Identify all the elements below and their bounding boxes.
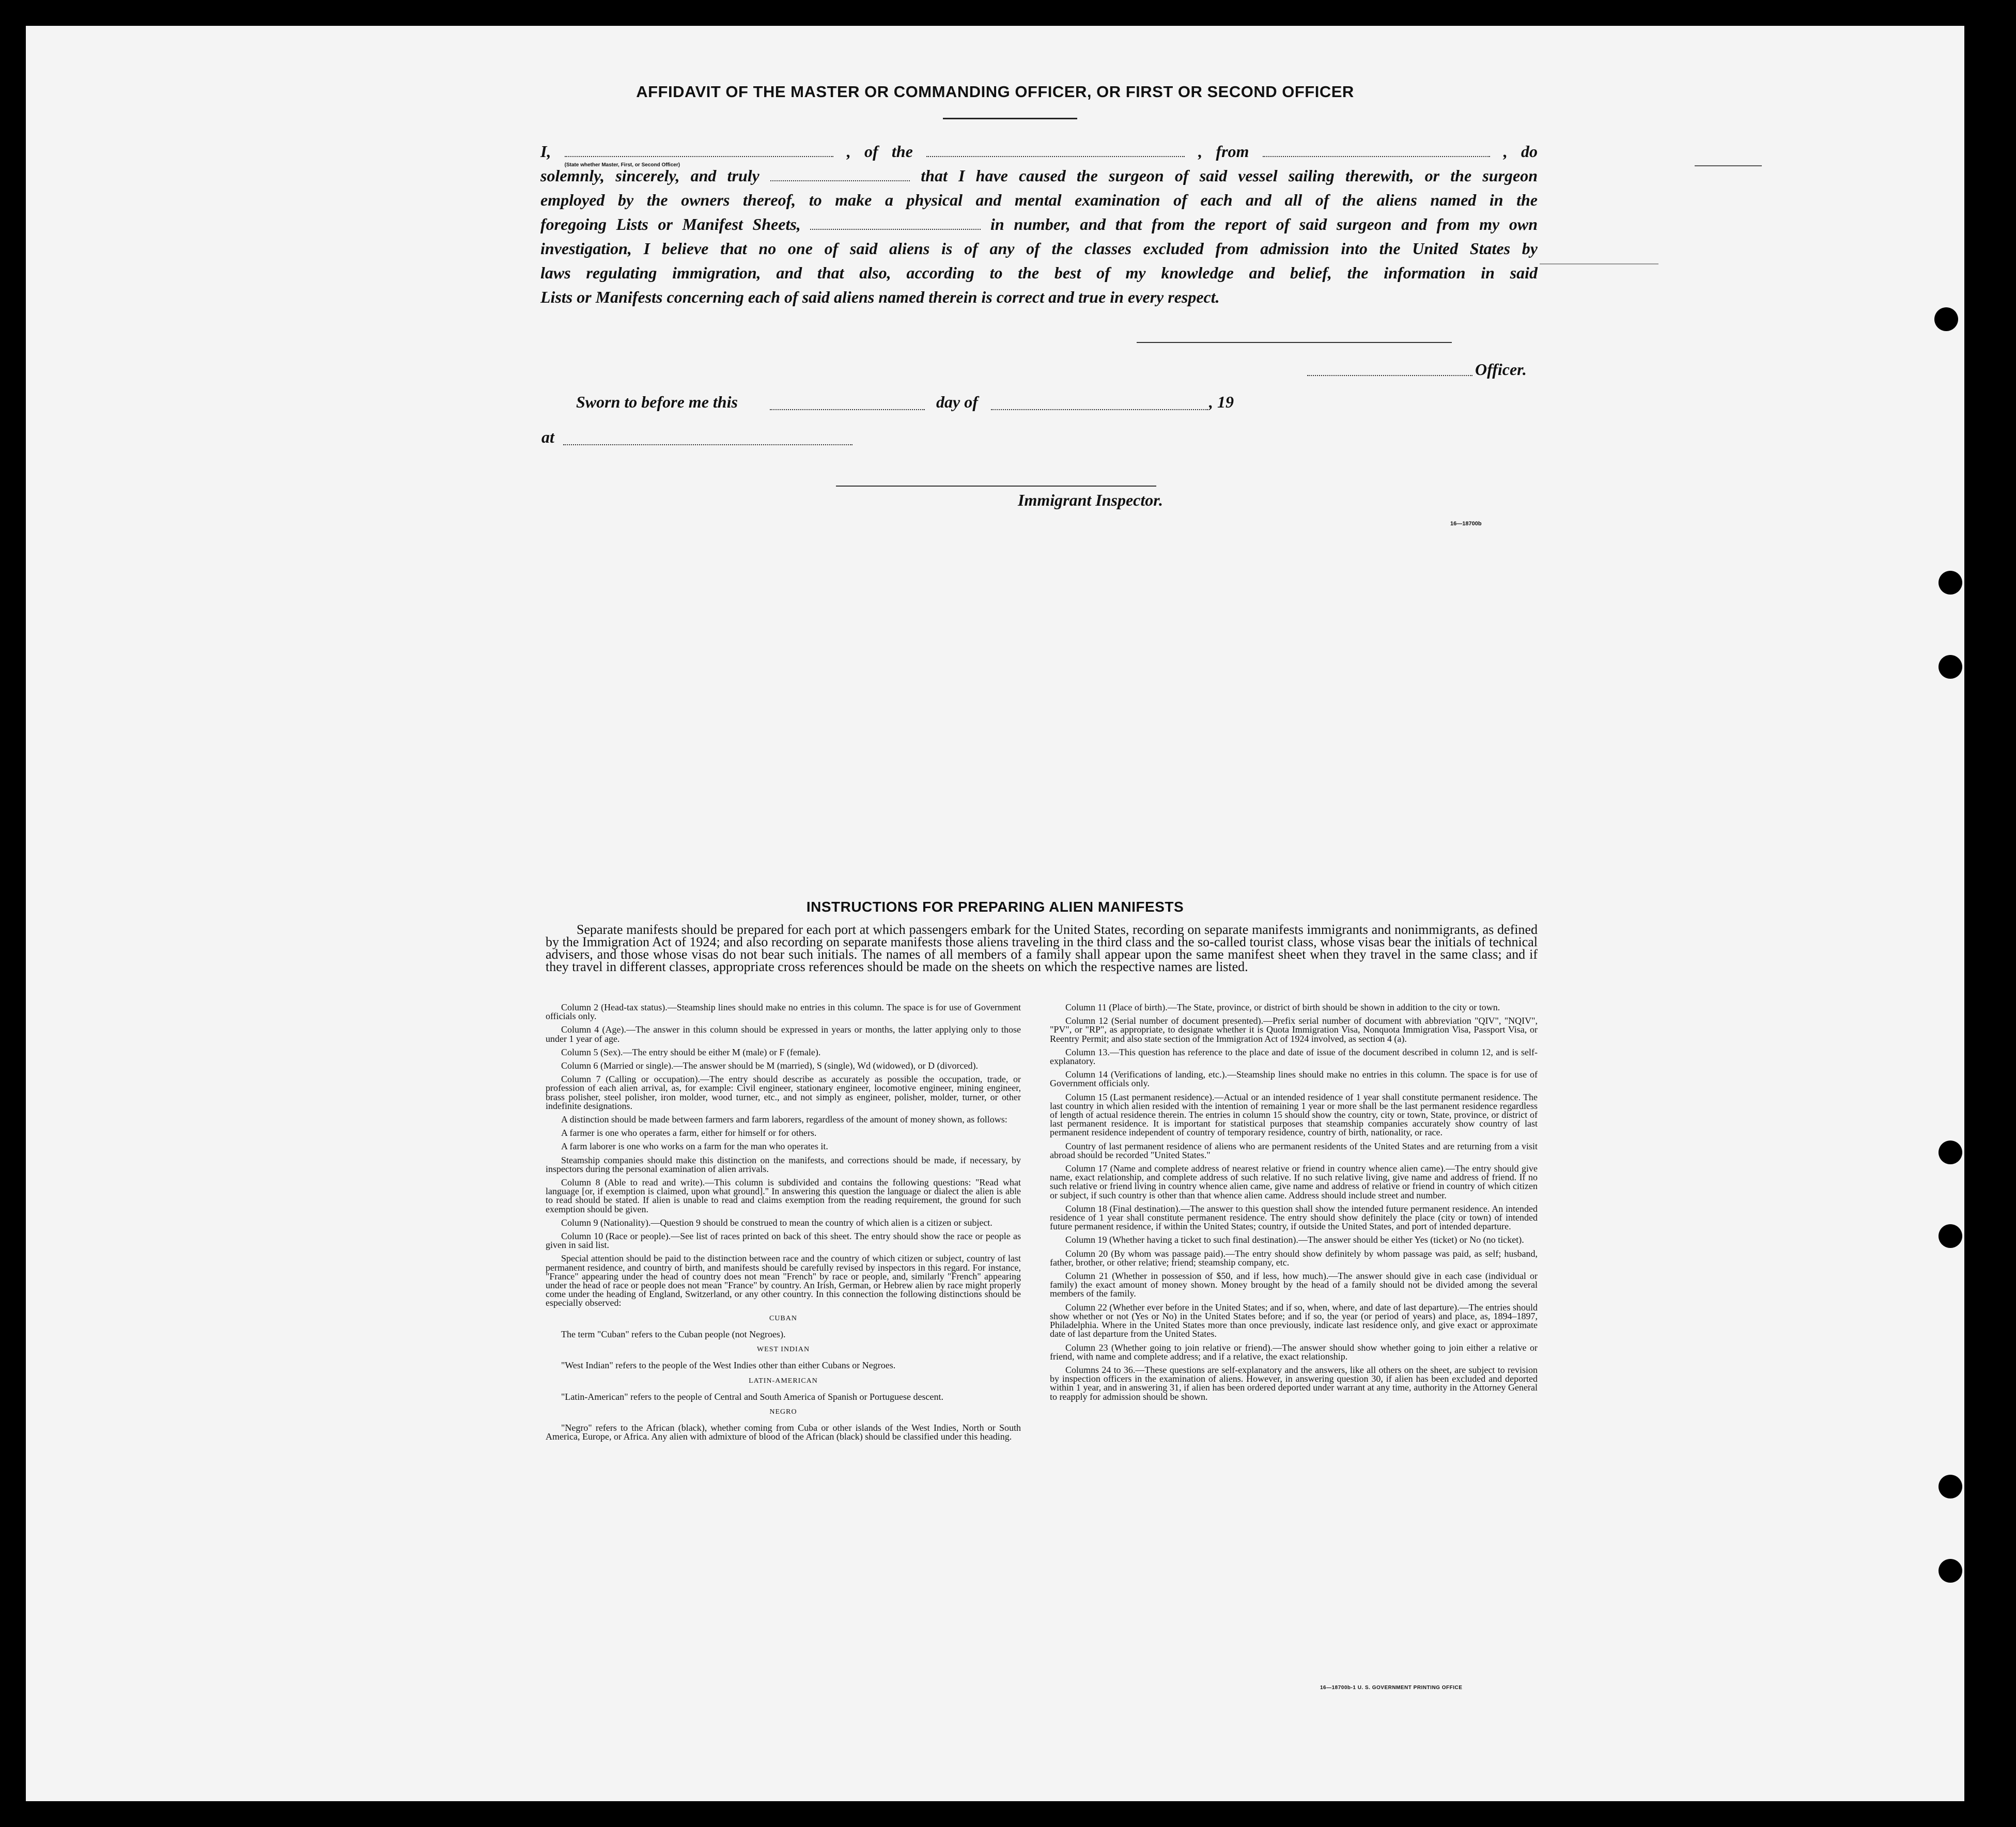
officer-title-field[interactable] <box>1307 362 1472 376</box>
punch-hole <box>1934 307 1958 331</box>
instruction-paragraph: "West Indian" refers to the people of the West Indies other than either Cubans or Negroes. <box>561 1360 896 1371</box>
instruction-paragraph: Column 8 (Able to read and write).—This column is subdivided and contains the following questions: "Read what language [or, if exemption is claimed, upon what ground]." In answering this question the language or dialect the alien is able to read should be stated. If alien is unable to read and claims exemption from the reading requirement, the ground for such exemption should be given. <box>546 1177 1021 1214</box>
sworn-place-field[interactable] <box>563 431 852 445</box>
instruction-paragraph: Columns 24 to 36.—These questions are self-explanatory and the answers, like all others on the sheet, are subject to revision by inspection officers in the examination of aliens. However, in answering question 30, if alien has been excluded and deported within 1 year, and in answering 31, if alien has been ordered deported under warrant at any time, authority in the Attorney General to reapply for admission should be shown. <box>1050 1364 1538 1402</box>
instruction-paragraph: Column 5 (Sex).—The entry should be either M (male) or F (female). <box>561 1047 821 1057</box>
stray-mark <box>1540 263 1658 264</box>
instructions-intro: Separate manifests should be prepared for each port at which passengers embark for the United States, recording on separate manifests immigrants and nonimmigrants, as defined by the Immigration Act of 1924; and also recording on separate manifests those aliens traveling in the third class and the so-called tourist class, whose visas bear the initials of technical advisers, and those whose visas do not bear such initials. The names of all members of a family shall appear upon the same manifest sheet when they travel in the same class; and if they travel in different classes, appropriate cross references should be made on the sheets on which the respective names are listed. <box>546 922 1538 974</box>
instruction-paragraph: Column 19 (Whether having a ticket to such final destination).—The answer should be either Yes (ticket) or No (no ticket). <box>1065 1235 1524 1245</box>
form-number: 16—18700b <box>1450 521 1482 527</box>
affidavit-text: in number, and that from the report of said surgeon and from my own <box>990 215 1538 233</box>
instruction-paragraph: Special attention should be paid to the distinction between race and the country of which citizen or subject, country of last permanent residence, and country of birth, and manifests should be carefully revised by inspectors in this regard. For instance, "France" appearing under the head of country does not mean "French" by race or people, and, similarly "French" appearing under the head of race or people does not mean "France" by country. An Irish, German, or Hebrew alien by race might properly come under the heading of England, Switzerland, or any other country. In this connection the following distinctions should be especially observed: <box>546 1253 1021 1308</box>
stray-mark <box>1695 165 1762 166</box>
officer-rank-field[interactable] <box>564 143 833 168</box>
instructions-right-column <box>1050 1003 1538 1406</box>
affidavit-line-3: employed by the owners thereof, to make a physical and mental examination of each and all of the aliens named in the <box>540 191 1538 209</box>
form-page <box>26 26 1964 1801</box>
vessel-name-field[interactable] <box>926 143 1185 157</box>
affidavit-text: solemnly, sincerely, and truly <box>540 166 759 185</box>
instruction-paragraph: Column 23 (Whether going to join relative or friend).—The answer should show whether going to join either a relative or friend, with name and complete address; and if a relative, the exact relationship. <box>1050 1342 1538 1362</box>
oath-type-field[interactable] <box>770 167 910 181</box>
punch-hole <box>1939 1475 1962 1498</box>
instruction-paragraph: A farm laborer is one who works on a farm for the man who operates it. <box>561 1141 828 1152</box>
affidavit-text: I, <box>540 142 551 161</box>
caption-west-indian: WEST INDIAN <box>756 1346 810 1354</box>
affidavit-line-6: laws regulating immigration, and that also, according to the best of my knowledge and belief, the information in said <box>540 263 1538 282</box>
instruction-paragraph: Column 14 (Verifications of landing, etc.).—Steamship lines should make no entries in this column. The space is for use of Government officials only. <box>1050 1069 1538 1089</box>
port-from-field[interactable] <box>1263 143 1490 157</box>
instruction-paragraph: Column 12 (Serial number of document presented).—Prefix serial number of document with abbreviation "QIV", "NQIV", "PV", or "RP", as appropriate, to designate whether it is Quota Immigration Visa, Nonquota Immigration Visa, Passport Visa, or Reentry Permit; and also state section of the Immigration Act of 1924 involved, as section 4 (a). <box>1050 1016 1538 1044</box>
instruction-paragraph: Column 4 (Age).—The answer in this column should be expressed in years or months, the latter applying only to those under 1 year of age. <box>546 1024 1021 1044</box>
sworn-year-label: , 19 <box>1209 393 1234 411</box>
instruction-paragraph: Column 7 (Calling or occupation).—The entry should describe as accurately as possible the occupation, trade, or profession of each alien arrival, as, for example: Civil engineer, stationary engineer, locomotive engineer, mining engineer, brass polisher, steel polisher, iron molder, wood turner, etc., and not simply as engineer, polisher, molder, turner, or other indefinite designations. <box>546 1074 1021 1111</box>
instruction-paragraph: Column 6 (Married or single).—The answer should be M (married), S (single), Wd (widowed), or D (divorced). <box>561 1060 978 1071</box>
instruction-paragraph: The term "Cuban" refers to the Cuban people (not Negroes). <box>561 1329 786 1339</box>
punch-hole <box>1939 571 1962 595</box>
affidavit-line-1 <box>540 139 1538 168</box>
instruction-paragraph: Column 17 (Name and complete address of nearest relative or friend in country whence alien came).—The entry should give name, exact relationship, and complete address of such relative. If no such relative living, give name and address of friend. If no such relative or friend living in country whence alien came, give name and address of relative or friend in country of which citizen or subject, if such country is other than that whence alien came. Address should include street and number. <box>1050 1163 1538 1200</box>
officer-rank-note: (State whether Master, First, or Second Officer) <box>564 162 680 168</box>
officer-label: Officer. <box>1475 360 1527 379</box>
affidavit-text: foregoing Lists or Manifest Sheets, <box>540 215 801 233</box>
instruction-paragraph: Column 18 (Final destination).—The answer to this question shall show the intended future permanent residence. An intended residence of 1 year shall constitute permanent residence. The entry should show definitely the place (city or town) of intended future permanent residence, if within the United States; country, if outside the United States, and port of intended departure. <box>1050 1203 1538 1232</box>
instruction-paragraph: Column 22 (Whether ever before in the United States; and if so, when, where, and date of last departure).—The entries should show whether or not (Yes or No) in the United States before; and if so, the year (or period of years) and place, as, 1894–1897, Philadelphia. Where in the United States more than once previously, indicate last residence only, and give exact or approximate date of last departure from the United States. <box>1050 1302 1538 1339</box>
affidavit-text: , from <box>1198 142 1249 161</box>
instructions-left-column <box>546 1003 1021 1446</box>
affidavit-line-2 <box>540 164 1538 188</box>
instruction-paragraph: Column 15 (Last permanent residence).—Actual or an intended residence of 1 year shall constitute permanent residence. The last country in which alien resided with the intention of remaining 1 year or more shall be the last permanent residence regardless of length of actual residence therein. The entries in column 15 should show the country, city or town, State, province, or district of last permanent residence. It is important for statistical purposes that steamship companies accurately show country of last permanent residence independent of country of temporary residence, country of birth, nationality, or race. <box>1050 1091 1538 1138</box>
affidavit-text: , do <box>1503 142 1538 161</box>
punch-hole <box>1939 1224 1962 1248</box>
instruction-paragraph: A farmer is one who operates a farm, either for himself or for others. <box>561 1128 817 1138</box>
instruction-paragraph: "Latin-American" refers to the people of Central and South America of Spanish or Portuguese descent. <box>561 1391 943 1402</box>
instruction-paragraph: Column 9 (Nationality).—Question 9 should be construed to mean the country of which alien is a citizen or subject. <box>561 1217 993 1228</box>
instruction-paragraph: Steamship companies should make this distinction on the manifests, and corrections should be made, if necessary, by inspectors during the personal examination of alien arrivals. <box>546 1154 1021 1174</box>
at-label: at <box>541 428 554 446</box>
sworn-label: Sworn to before me this <box>576 393 738 411</box>
instructions-title: INSTRUCTIONS FOR PREPARING ALIEN MANIFESTS <box>806 899 1184 915</box>
printer-footer: 16—18700b-1 U. S. GOVERNMENT PRINTING OFFICE <box>1320 1685 1463 1691</box>
sheet-count-field[interactable] <box>810 215 981 230</box>
instruction-paragraph: Column 11 (Place of birth).—The State, province, or district of birth should be shown in addition to the city or town. <box>1065 1002 1500 1012</box>
sworn-day-field[interactable] <box>770 396 925 410</box>
sworn-day-of-label: day of <box>936 393 978 411</box>
affidavit-body <box>540 139 1538 309</box>
title-underline <box>943 118 1077 119</box>
instruction-paragraph: Country of last permanent residence of aliens who are permanent residents of the United States and are returning from a visit abroad should be recorded "United States." <box>1050 1141 1538 1160</box>
affidavit-text: , of the <box>846 142 913 161</box>
affidavit-line-5: investigation, I believe that no one of said aliens is of any of the classes excluded from admission into the United States by <box>540 239 1538 258</box>
caption-latin-american: LATIN-AMERICAN <box>749 1377 818 1385</box>
affidavit-text: that I have caused the surgeon of said vessel sailing therewith, or the surgeon <box>921 166 1538 185</box>
instruction-paragraph: A distinction should be made between farmers and farm laborers, regardless of the amount of money shown, as follows: <box>561 1114 1007 1125</box>
instruction-paragraph: Column 2 (Head-tax status).—Steamship lines should make no entries in this column. The space is for use of Government officials only. <box>546 1002 1021 1022</box>
inspector-signature-line[interactable] <box>836 486 1156 487</box>
instruction-paragraph: "Negro" refers to the African (black), whether coming from Cuba or other islands of the West Indies, North or South America, Europe, or Africa. Any alien with admixture of blood of the African (black) should be classified under this heading. <box>546 1423 1021 1442</box>
punch-hole <box>1939 655 1962 679</box>
affidavit-line-7: Lists or Manifests concerning each of said aliens named therein is correct and true in every respect. <box>540 288 1220 306</box>
officer-signature-line[interactable] <box>1137 342 1452 343</box>
instruction-paragraph: Column 13.—This question has reference to the place and date of issue of the document described in column 12, and is self-explanatory. <box>1050 1047 1538 1067</box>
instruction-paragraph: Column 10 (Race or people).—See list of races printed on back of this sheet. The entry should show the race or people as given in said list. <box>546 1231 1021 1251</box>
punch-hole <box>1939 1559 1962 1583</box>
punch-hole <box>1939 1141 1962 1164</box>
affidavit-line-4 <box>540 212 1538 237</box>
instruction-paragraph: Column 20 (By whom was passage paid).—The entry should show definitely by whom passage was paid, as self; husband, father, brother, or other relative; friend; steamship company, etc. <box>1050 1248 1538 1268</box>
sworn-month-field[interactable] <box>991 396 1208 410</box>
affidavit-title: AFFIDAVIT OF THE MASTER OR COMMANDING OFFICER, OR FIRST OR SECOND OFFICER <box>636 83 1354 101</box>
inspector-label: Immigrant Inspector. <box>1018 491 1163 509</box>
caption-negro: NEGRO <box>769 1408 797 1416</box>
caption-cuban: CUBAN <box>769 1314 797 1322</box>
instruction-paragraph: Column 21 (Whether in possession of $50, and if less, how much).—The answer should give in each case (individual or family) the exact amount of money shown. Money brought by the head of a family should not be divided among the several members of the family. <box>1050 1271 1538 1299</box>
